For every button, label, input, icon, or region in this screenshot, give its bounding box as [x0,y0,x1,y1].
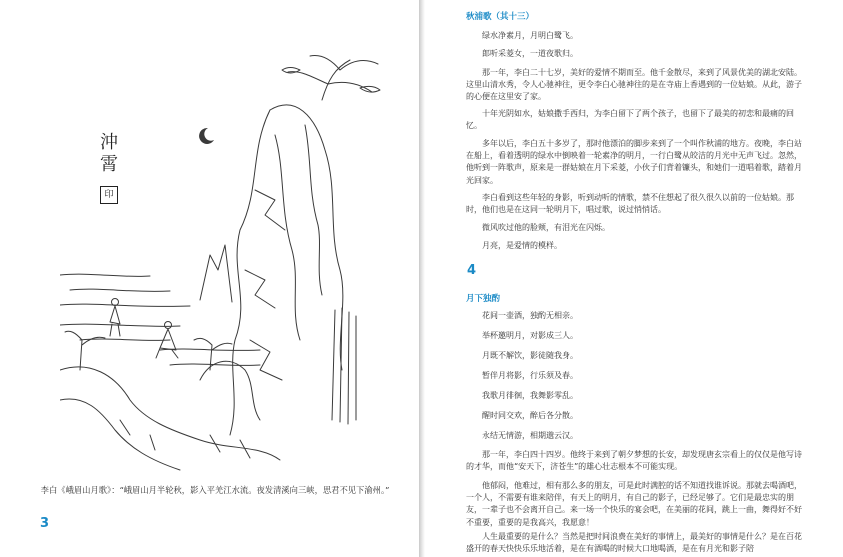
paragraph: 十年光阴如水，姑娘撒手西归，为李白留下了两个孩子，也留下了最美的初恋和最痛的回忆。 [466,109,794,131]
page-number-right: 4 [467,263,477,278]
paragraph: 月亮，是爱情的模样。 [482,241,562,250]
paragraph: 那一年，李白四十四岁。他终于来到了朝夕梦想的长安，却发现唐玄宗看上的仅仅是他写诗的才华，而他“安天下，济苍生”的雄心壮志根本不可能实现。 [466,450,802,472]
left-page [0,0,420,557]
paragraph: 我歌月徘徊，我舞影零乱。 [482,391,578,400]
poem-title-autumn-pu-song: 秋浦歌（其十三） [466,12,535,22]
paragraph: 多年以后，李白五十多岁了，那时他漂泊的脚步来到了一个叫作秋浦的地方。夜晚，李白站在船上，看着透明的绿水中倒映着一轮素净的明月，一行白鹭从皎洁的月光中无声飞过。忽然，他听到一阵歌声，原来是一群姑娘在月下采菱，小伙子们背着镰头，和她们一道唱着歌，踏着月光回家。 [466,139,802,185]
paragraph: 月既不解饮，影徒随我身。 [482,351,578,360]
page-number-left: 3 [40,516,50,531]
paragraph: 微风吹过他的脸颊，有泪光在闪烁。 [482,223,610,232]
landscape-illustration [60,40,390,478]
paragraph: 永结无情游，相期邈云汉。 [482,431,578,440]
illustration-caption: 李白《峨眉山月歌》：“峨眉山月半轮秋，影入平羌江水流。夜发清溪向三峡，思君不见下渝州。” [40,485,390,495]
paragraph: 人生最重要的是什么？当然是把时间浪费在美好的事情上，最美好的事情是什么？是在百花盛开的春天快快乐乐地活着，是在有酒喝的时候大口地喝酒，是在有月光和影子陪 [466,532,802,554]
paragraph: 花间一壶酒，独酌无相亲。 [482,311,578,320]
paragraph: 那一年，李白二十七岁，美好的爱情不期而至。他千金散尽，来到了风景优美的湖北安陆。这里山清水秀，令人心驰神往，更令李白心驰神往的是在寺庙上香遇到的一位姑娘。从此，游子的心便在这里安了家。 [466,68,802,102]
paragraph: 李白看到这些年轻的身影，听到动听的情歌，禁不住想起了很久很久以前的一位姑娘。那时，他们也是在这同一轮明月下，唱过歌，说过悄悄话。 [466,193,794,215]
paragraph: 他郁闷，他难过，相有那么多的朋友，可是此时满腔的话不知道找谁诉说。那就去喝酒吧，一个人，不需要有谁来陪伴，有天上的明月，有自己的影子，已经足够了。它们是最忠实的朋友，一辈子也不会离开自己。来一场一个快乐的宴会吧，在美丽的花间，跳上一曲，舞得好不好不重要，重要的是我高兴，我愿意！ [466,481,802,527]
paragraph: 暂伴月将影，行乐须及春。 [482,371,578,380]
seal-text: 印 [104,190,114,200]
paragraph: 绿水净素月，月明白鹭飞。 [482,31,578,40]
poem-title-drinking-alone: 月下独酌 [466,294,501,304]
seal-stamp [100,186,118,204]
paragraph: 醒时同交欢，醉后各分散。 [482,411,578,420]
paragraph: 郎听采菱女，一道夜歌归。 [482,49,578,58]
calligraphy-inscription: 沖霄 [97,132,118,176]
right-page [425,0,843,557]
paragraph: 举杯邀明月，对影成三人。 [482,331,578,340]
